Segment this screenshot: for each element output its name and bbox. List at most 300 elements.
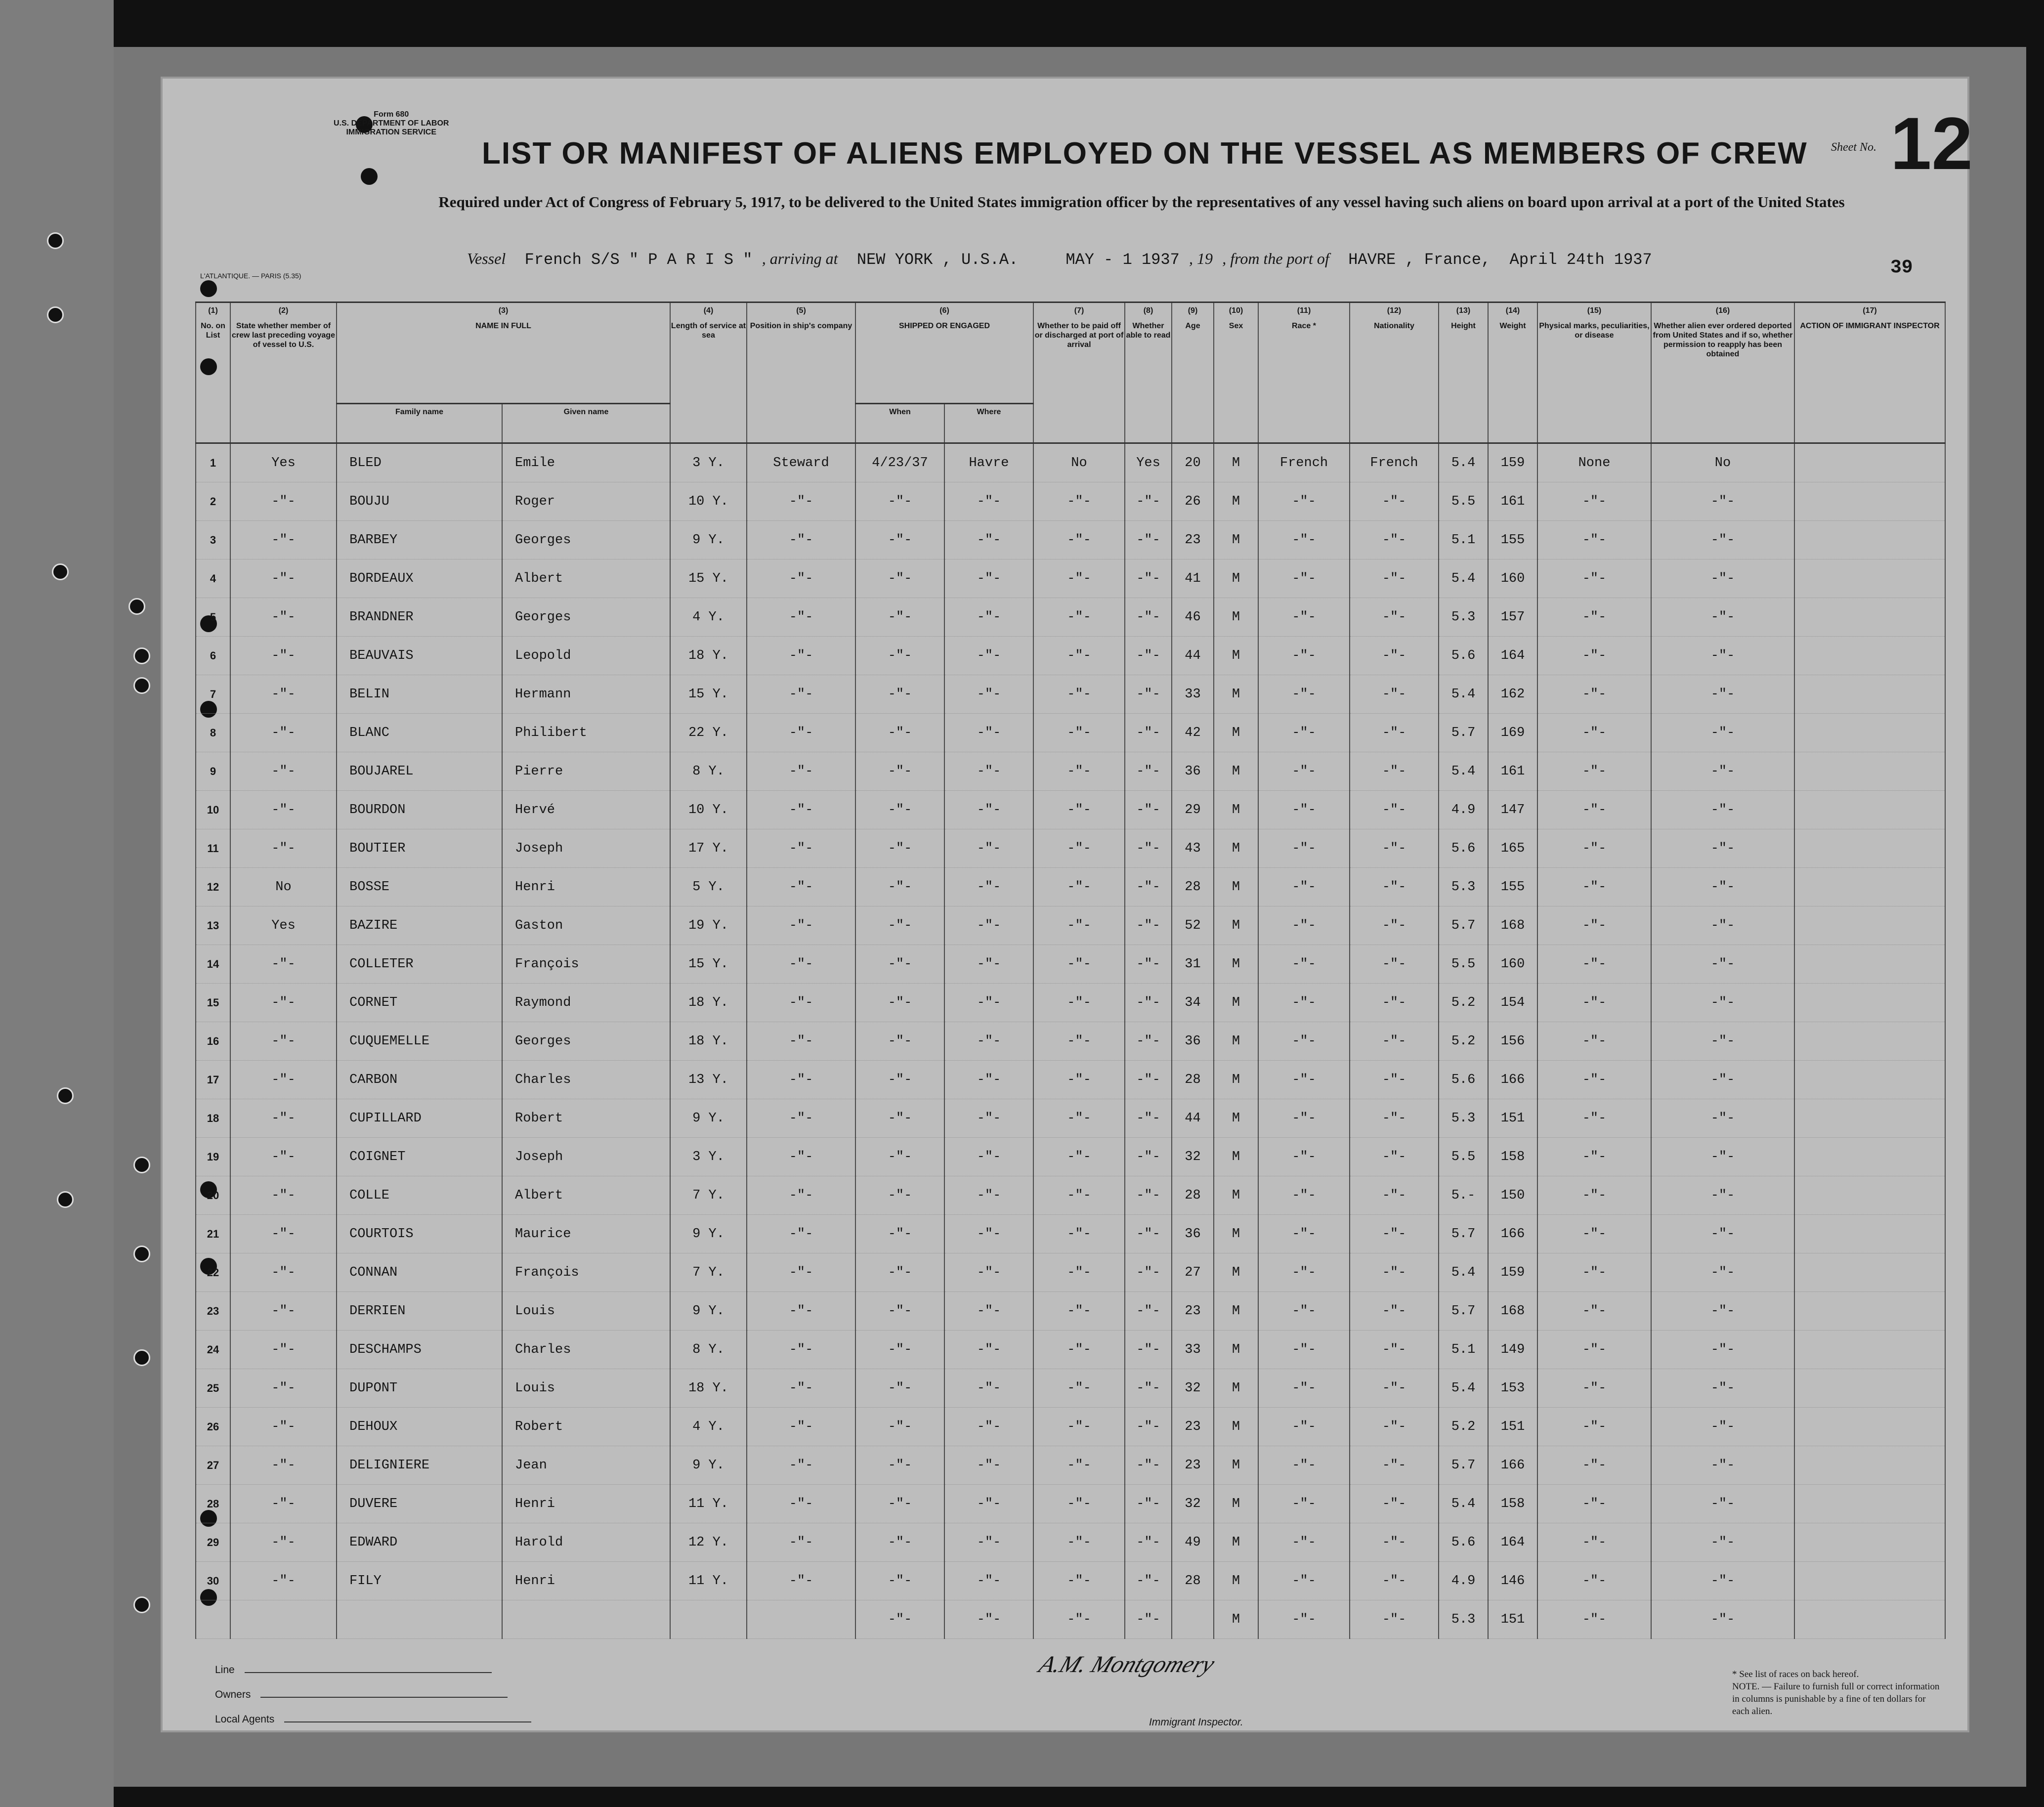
cell-sex: M: [1214, 443, 1258, 482]
cell-deported: -"-: [1651, 1369, 1794, 1408]
cell-height: 5.3: [1439, 1600, 1488, 1639]
cell-read: -"-: [1125, 675, 1172, 714]
cell-race: -"-: [1258, 521, 1350, 559]
cell-family: BARBEY: [337, 521, 502, 559]
cell-nat: -"-: [1350, 1022, 1439, 1061]
cell-inspector-action: [1794, 1562, 1945, 1600]
cell-paid: -"-: [1033, 1099, 1125, 1138]
table-row: [196, 482, 1945, 521]
cell-deported: -"-: [1651, 791, 1794, 829]
table-row: [196, 1331, 1945, 1369]
cell-family: BLANC: [337, 714, 502, 752]
cell-height: 5.7: [1439, 1446, 1488, 1485]
cell-deported: -"-: [1651, 984, 1794, 1022]
cell-where: -"-: [944, 906, 1033, 945]
cell-when: -"-: [855, 1099, 944, 1138]
cell-family: DUPONT: [337, 1369, 502, 1408]
cell-where: -"-: [944, 1292, 1033, 1331]
cell-given: François: [502, 1253, 670, 1292]
cell-marks: -"-: [1537, 1331, 1651, 1369]
race-footnote: * See list of races on back hereof.: [1732, 1669, 1859, 1679]
cell-deported: -"-: [1651, 1562, 1794, 1600]
cell-given: Emile: [502, 443, 670, 482]
arrival-date: MAY - 1 1937: [1065, 251, 1180, 269]
cell-race: -"-: [1258, 637, 1350, 675]
cell-paid: -"-: [1033, 1523, 1125, 1562]
cell-position: -"-: [747, 675, 855, 714]
cell-where: -"-: [944, 1215, 1033, 1253]
cell-service: 11 Y.: [670, 1562, 747, 1600]
binding-hole: [57, 1191, 74, 1208]
cell-age: 42: [1172, 714, 1214, 752]
cell-prev: -"-: [230, 1485, 337, 1523]
cell-given: Georges: [502, 1022, 670, 1061]
cell-race: -"-: [1258, 868, 1350, 906]
cell-marks: -"-: [1537, 1253, 1651, 1292]
cell-inspector-action: [1794, 1523, 1945, 1562]
header-where: Where: [944, 404, 1033, 443]
cell-when: -"-: [855, 1292, 944, 1331]
cell-inspector-action: [1794, 714, 1945, 752]
cell-weight: 162: [1488, 675, 1537, 714]
penalty-note: NOTE. — Failure to furnish full or correct information in columns is punishable by a fine of ten dollars for each alien.: [1732, 1681, 1940, 1717]
cell-read: -"-: [1125, 791, 1172, 829]
cell-no: 22: [196, 1253, 230, 1292]
cell-weight: 168: [1488, 906, 1537, 945]
cell-race: -"-: [1258, 791, 1350, 829]
cell-where: Havre: [944, 443, 1033, 482]
cell-position: -"-: [747, 1562, 855, 1600]
cell-weight: 157: [1488, 598, 1537, 637]
year-label: , 19: [1189, 250, 1213, 267]
cell-where: -"-: [944, 1022, 1033, 1061]
cell-deported: -"-: [1651, 637, 1794, 675]
cell-nat: -"-: [1350, 1292, 1439, 1331]
cell-age: 23: [1172, 521, 1214, 559]
cell-no: 29: [196, 1523, 230, 1562]
cell-weight: 168: [1488, 1292, 1537, 1331]
cell-where: -"-: [944, 1331, 1033, 1369]
cell-race: -"-: [1258, 1408, 1350, 1446]
cell-family: DELIGNIERE: [337, 1446, 502, 1485]
table-row: [196, 1562, 1945, 1600]
cell-sex: M: [1214, 752, 1258, 791]
cell-family: CUPILLARD: [337, 1099, 502, 1138]
cell-no: 25: [196, 1369, 230, 1408]
cell-where: -"-: [944, 714, 1033, 752]
cell-service: 9 Y.: [670, 1099, 747, 1138]
cell-marks: -"-: [1537, 1369, 1651, 1408]
cell-height: 5.3: [1439, 1099, 1488, 1138]
cell-height: 5.7: [1439, 1292, 1488, 1331]
cell-read: -"-: [1125, 752, 1172, 791]
cell-when: -"-: [855, 675, 944, 714]
cell-given: Louis: [502, 1369, 670, 1408]
cell-no: 14: [196, 945, 230, 984]
cell-height: 5.6: [1439, 1061, 1488, 1099]
cell-read: -"-: [1125, 1292, 1172, 1331]
cell-when: -"-: [855, 714, 944, 752]
cell-service: [670, 1600, 747, 1639]
table-row: [196, 598, 1945, 637]
cell-no: 28: [196, 1485, 230, 1523]
cell-given: Henri: [502, 1485, 670, 1523]
departure-port: HAVRE , France: [1348, 251, 1482, 269]
cell-where: -"-: [944, 1562, 1033, 1600]
cell-deported: -"-: [1651, 906, 1794, 945]
cell-when: -"-: [855, 1446, 944, 1485]
cell-weight: 146: [1488, 1562, 1537, 1600]
local-agents-field: [215, 1713, 531, 1725]
cell-deported: -"-: [1651, 1215, 1794, 1253]
binding-hole: [133, 1349, 150, 1366]
cell-paid: -"-: [1033, 598, 1125, 637]
cell-given: Georges: [502, 598, 670, 637]
cell-prev: -"-: [230, 1408, 337, 1446]
from-port-label: , from the port of: [1222, 250, 1329, 267]
cell-weight: 160: [1488, 559, 1537, 598]
cell-height: 5.4: [1439, 752, 1488, 791]
cell-where: -"-: [944, 1446, 1033, 1485]
cell-paid: -"-: [1033, 521, 1125, 559]
cell-weight: 169: [1488, 714, 1537, 752]
cell-when: -"-: [855, 1022, 944, 1061]
local-agents-label: Local Agents: [215, 1714, 275, 1725]
header-shipped-engaged: (6) SHIPPED OR ENGAGED: [855, 302, 1033, 404]
cell-sex: M: [1214, 791, 1258, 829]
cell-no: 9: [196, 752, 230, 791]
cell-sex: M: [1214, 675, 1258, 714]
cell-prev: No: [230, 868, 337, 906]
table-row: [196, 1138, 1945, 1176]
header-family-name: Family name: [337, 404, 502, 443]
cell-read: -"-: [1125, 482, 1172, 521]
cell-age: 36: [1172, 1022, 1214, 1061]
cell-inspector-action: [1794, 521, 1945, 559]
cell-prev: -"-: [230, 1099, 337, 1138]
cell-where: -"-: [944, 521, 1033, 559]
cell-no: 13: [196, 906, 230, 945]
footnotes: [1732, 1668, 1940, 1718]
cell-paid: -"-: [1033, 559, 1125, 598]
cell-weight: 165: [1488, 829, 1537, 868]
cell-where: -"-: [944, 559, 1033, 598]
cell-position: -"-: [747, 1215, 855, 1253]
cell-family: BOUTIER: [337, 829, 502, 868]
cell-nat: -"-: [1350, 1485, 1439, 1523]
cell-position: -"-: [747, 521, 855, 559]
cell-sex: M: [1214, 1485, 1258, 1523]
cell-when: -"-: [855, 829, 944, 868]
cell-given: Albert: [502, 559, 670, 598]
cell-when: -"-: [855, 945, 944, 984]
cell-marks: -"-: [1537, 1099, 1651, 1138]
cell-prev: -"-: [230, 1292, 337, 1331]
cell-no: 10: [196, 791, 230, 829]
cell-prev: -"-: [230, 1523, 337, 1562]
table-row: [196, 1369, 1945, 1408]
inspector-signature: A.M. Montgomery: [1035, 1651, 1219, 1678]
cell-given: Henri: [502, 1562, 670, 1600]
cell-read: -"-: [1125, 1408, 1172, 1446]
cell-given: Robert: [502, 1099, 670, 1138]
cell-position: -"-: [747, 752, 855, 791]
cell-sex: M: [1214, 1369, 1258, 1408]
left-page-edge: [0, 0, 114, 1807]
cell-family: EDWARD: [337, 1523, 502, 1562]
cell-no: 20: [196, 1176, 230, 1215]
cell-race: -"-: [1258, 1215, 1350, 1253]
header-name-in-full: (3) NAME IN FULL: [337, 302, 670, 404]
cell-nat: French: [1350, 443, 1439, 482]
cell-inspector-action: [1794, 1485, 1945, 1523]
table-row: [196, 714, 1945, 752]
cell-inspector-action: [1794, 637, 1945, 675]
cell-inspector-action: [1794, 1600, 1945, 1639]
cell-deported: -"-: [1651, 1485, 1794, 1523]
table-row: [196, 1253, 1945, 1292]
cell-paid: -"-: [1033, 1408, 1125, 1446]
cell-service: 15 Y.: [670, 559, 747, 598]
cell-family: COURTOIS: [337, 1215, 502, 1253]
cell-age: 27: [1172, 1253, 1214, 1292]
cell-prev: -"-: [230, 521, 337, 559]
cell-no: 16: [196, 1022, 230, 1061]
cell-position: -"-: [747, 829, 855, 868]
cell-race: -"-: [1258, 829, 1350, 868]
cell-age: 46: [1172, 598, 1214, 637]
cell-when: -"-: [855, 1138, 944, 1176]
cell-marks: -"-: [1537, 945, 1651, 984]
cell-prev: -"-: [230, 598, 337, 637]
cell-where: -"-: [944, 1253, 1033, 1292]
cell-nat: -"-: [1350, 868, 1439, 906]
cell-where: -"-: [944, 1138, 1033, 1176]
binding-hole: [133, 677, 150, 694]
cell-race: -"-: [1258, 1061, 1350, 1099]
table-row: [196, 829, 1945, 868]
cell-marks: -"-: [1537, 752, 1651, 791]
cell-height: 5.2: [1439, 984, 1488, 1022]
cell-race: -"-: [1258, 1600, 1350, 1639]
cell-marks: -"-: [1537, 598, 1651, 637]
cell-family: COLLE: [337, 1176, 502, 1215]
cell-weight: 158: [1488, 1138, 1537, 1176]
cell-when: -"-: [855, 868, 944, 906]
cell-paid: -"-: [1033, 1215, 1125, 1253]
cell-race: -"-: [1258, 482, 1350, 521]
cell-given: Harold: [502, 1523, 670, 1562]
cell-where: -"-: [944, 1061, 1033, 1099]
header-race: (11) Race *: [1258, 302, 1350, 443]
cell-service: 9 Y.: [670, 1215, 747, 1253]
cell-marks: -"-: [1537, 637, 1651, 675]
cell-nat: -"-: [1350, 1176, 1439, 1215]
cell-nat: -"-: [1350, 984, 1439, 1022]
cell-paid: -"-: [1033, 675, 1125, 714]
cell-nat: -"-: [1350, 1138, 1439, 1176]
cell-when: -"-: [855, 1523, 944, 1562]
cell-age: 26: [1172, 482, 1214, 521]
cell-read: -"-: [1125, 1215, 1172, 1253]
header-sex: (10) Sex: [1214, 302, 1258, 443]
cell-race: French: [1258, 443, 1350, 482]
cell-marks: -"-: [1537, 559, 1651, 598]
cell-prev: [230, 1600, 337, 1639]
cell-sex: M: [1214, 1408, 1258, 1446]
cell-no: 18: [196, 1099, 230, 1138]
cell-race: -"-: [1258, 559, 1350, 598]
cell-inspector-action: [1794, 1138, 1945, 1176]
subtitle: Required under Act of Congress of February 5, 1917, to be delivered to the United States immigration officer by the representatives of any vessel having such aliens on board upon arrival at a port of the United States: [438, 193, 1845, 211]
table-row: [196, 1292, 1945, 1331]
cell-height: 4.9: [1439, 1562, 1488, 1600]
header-age: (9) Age: [1172, 302, 1214, 443]
cell-family: DUVERE: [337, 1485, 502, 1523]
cell-no: 23: [196, 1292, 230, 1331]
cell-position: -"-: [747, 1292, 855, 1331]
cell-sex: M: [1214, 868, 1258, 906]
cell-position: -"-: [747, 714, 855, 752]
cell-given: Robert: [502, 1408, 670, 1446]
cell-given: Georges: [502, 521, 670, 559]
header-able-to-read: (8) Whether able to read: [1125, 302, 1172, 443]
cell-prev: -"-: [230, 1176, 337, 1215]
cell-marks: -"-: [1537, 868, 1651, 906]
cell-age: 31: [1172, 945, 1214, 984]
cell-when: -"-: [855, 559, 944, 598]
cell-nat: -"-: [1350, 559, 1439, 598]
sheet-number: 12: [1890, 102, 1973, 185]
cell-marks: -"-: [1537, 1292, 1651, 1331]
cell-marks: -"-: [1537, 906, 1651, 945]
cell-service: 3 Y.: [670, 1138, 747, 1176]
cell-sex: M: [1214, 1061, 1258, 1099]
cell-when: -"-: [855, 1176, 944, 1215]
cell-age: 52: [1172, 906, 1214, 945]
cell-position: [747, 1600, 855, 1639]
page-title: LIST OR MANIFEST OF ALIENS EMPLOYED ON THE VESSEL AS MEMBERS OF CREW: [482, 136, 1808, 171]
cell-age: 23: [1172, 1446, 1214, 1485]
header-service-length: (4) Length of service at sea: [670, 302, 747, 443]
cell-where: -"-: [944, 868, 1033, 906]
cell-weight: 155: [1488, 868, 1537, 906]
cell-service: 18 Y.: [670, 984, 747, 1022]
cell-prev: -"-: [230, 984, 337, 1022]
cell-nat: -"-: [1350, 714, 1439, 752]
cell-where: -"-: [944, 984, 1033, 1022]
cell-paid: -"-: [1033, 1022, 1125, 1061]
cell-service: 4 Y.: [670, 598, 747, 637]
cell-inspector-action: [1794, 675, 1945, 714]
cell-deported: -"-: [1651, 868, 1794, 906]
binding-hole: [133, 1157, 150, 1173]
cell-when: -"-: [855, 1408, 944, 1446]
cell-read: -"-: [1125, 598, 1172, 637]
cell-position: -"-: [747, 482, 855, 521]
cell-prev: -"-: [230, 945, 337, 984]
cell-position: -"-: [747, 868, 855, 906]
cell-paid: -"-: [1033, 1369, 1125, 1408]
cell-where: -"-: [944, 791, 1033, 829]
cell-nat: -"-: [1350, 521, 1439, 559]
table-row: [196, 1600, 1945, 1639]
cell-age: 44: [1172, 637, 1214, 675]
cell-sex: M: [1214, 1446, 1258, 1485]
table-row: [196, 945, 1945, 984]
cell-weight: 151: [1488, 1099, 1537, 1138]
cell-read: -"-: [1125, 1099, 1172, 1138]
cell-inspector-action: [1794, 868, 1945, 906]
cell-prev: -"-: [230, 1138, 337, 1176]
cell-sex: M: [1214, 1215, 1258, 1253]
cell-prev: -"-: [230, 791, 337, 829]
cell-race: -"-: [1258, 598, 1350, 637]
cell-family: CONNAN: [337, 1253, 502, 1292]
cell-prev: -"-: [230, 1446, 337, 1485]
cell-height: 5.7: [1439, 906, 1488, 945]
line-field: [215, 1663, 492, 1676]
cell-marks: -"-: [1537, 521, 1651, 559]
cell-height: 5.1: [1439, 1331, 1488, 1369]
cell-where: -"-: [944, 482, 1033, 521]
table-row: [196, 1022, 1945, 1061]
cell-inspector-action: [1794, 443, 1945, 482]
cell-service: 10 Y.: [670, 482, 747, 521]
cell-sex: M: [1214, 1600, 1258, 1639]
cell-paid: -"-: [1033, 1331, 1125, 1369]
cell-nat: -"-: [1350, 1215, 1439, 1253]
cell-service: 13 Y.: [670, 1061, 747, 1099]
cell-paid: -"-: [1033, 1600, 1125, 1639]
cell-prev: -"-: [230, 1215, 337, 1253]
table-row: [196, 791, 1945, 829]
cell-age: 28: [1172, 1061, 1214, 1099]
cell-no: 2: [196, 482, 230, 521]
cell-given: Pierre: [502, 752, 670, 791]
binding-hole: [133, 647, 150, 664]
cell-read: -"-: [1125, 1446, 1172, 1485]
table-row: [196, 559, 1945, 598]
cell-no: 27: [196, 1446, 230, 1485]
cell-nat: -"-: [1350, 945, 1439, 984]
cell-marks: -"-: [1537, 1600, 1651, 1639]
cell-age: 23: [1172, 1408, 1214, 1446]
cell-age: 44: [1172, 1099, 1214, 1138]
cell-service: 15 Y.: [670, 945, 747, 984]
cell-age: 33: [1172, 675, 1214, 714]
cell-age: 28: [1172, 868, 1214, 906]
cell-when: -"-: [855, 1061, 944, 1099]
cell-service: 12 Y.: [670, 1523, 747, 1562]
cell-nat: -"-: [1350, 1369, 1439, 1408]
cell-service: 17 Y.: [670, 829, 747, 868]
owners-label: Owners: [215, 1689, 251, 1700]
cell-age: 34: [1172, 984, 1214, 1022]
cell-race: -"-: [1258, 1446, 1350, 1485]
cell-prev: -"-: [230, 482, 337, 521]
cell-no: 7: [196, 675, 230, 714]
cell-paid: -"-: [1033, 791, 1125, 829]
punch-dot: [200, 280, 217, 297]
cell-family: CORNET: [337, 984, 502, 1022]
cell-nat: -"-: [1350, 1408, 1439, 1446]
cell-family: BOURDON: [337, 791, 502, 829]
owners-field: [215, 1688, 508, 1701]
cell-age: 28: [1172, 1176, 1214, 1215]
cell-service: 7 Y.: [670, 1253, 747, 1292]
cell-service: 9 Y.: [670, 1446, 747, 1485]
